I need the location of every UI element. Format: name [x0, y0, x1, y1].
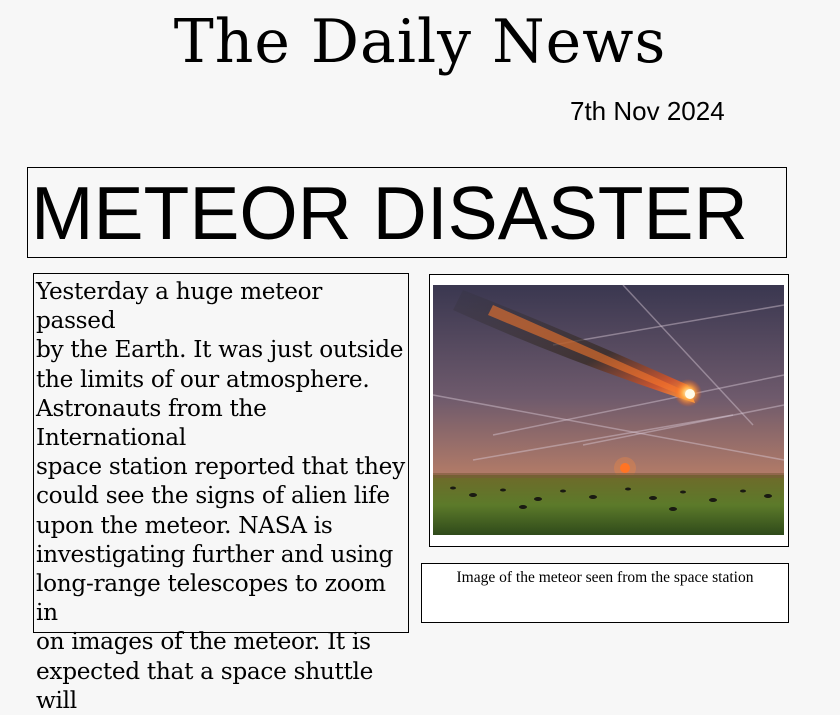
- story-line: the limits of our atmosphere.: [36, 365, 370, 393]
- story-line: space station reported that they: [36, 453, 405, 481]
- headline: METEOR DISASTER: [31, 171, 748, 255]
- story-line: long-range telescopes to zoom in: [36, 570, 386, 627]
- story-line: investigating further and using: [36, 540, 394, 568]
- headline-box: [27, 167, 787, 258]
- photo-caption: Image of the meteor seen from the space station: [421, 563, 789, 623]
- newspaper-masthead: The Daily News: [173, 7, 667, 77]
- story-line: Yesterday a huge meteor passed: [36, 278, 323, 335]
- meteor-photo: [433, 285, 784, 535]
- story-line: could see the signs of alien life: [36, 482, 390, 510]
- publication-date: 7th Nov 2024: [570, 96, 725, 126]
- photo-frame: [429, 274, 789, 547]
- story-text-box: [33, 273, 409, 714]
- story-line: by the Earth. It was just outside: [36, 336, 404, 364]
- story-line: on images of the meteor. It is: [36, 628, 371, 656]
- story-line: Astronauts from the International: [36, 394, 267, 452]
- story-line: expected that a space shuttle will: [36, 657, 374, 714]
- story-line: upon the meteor. NASA is: [36, 511, 333, 539]
- story-body: [36, 277, 405, 715]
